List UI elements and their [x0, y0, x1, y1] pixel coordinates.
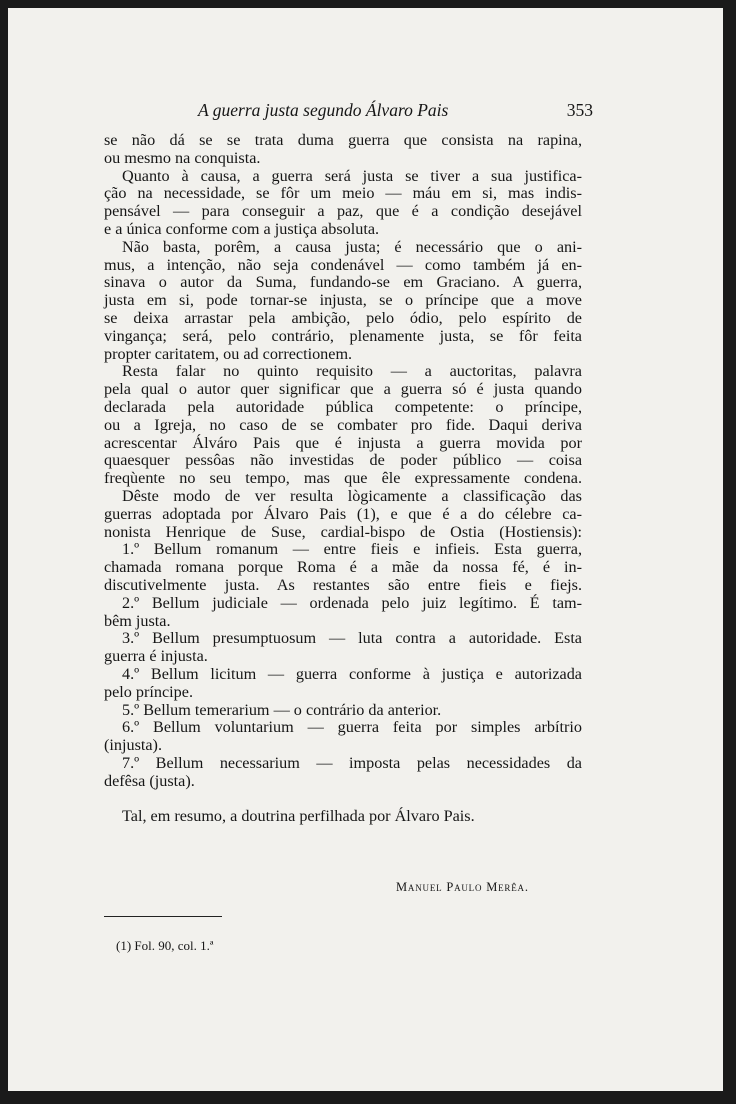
list-item-line: 4.º Bellum licitum — guerra conforme à justiça e autorizada — [122, 664, 582, 683]
text-line: guerra é injusta. — [104, 647, 208, 666]
text-line: justa em si, pode tornar-se injusta, se o príncipe que a move — [104, 291, 582, 310]
list-item-line: 6.º Bellum voluntarium — guerra feita por simples arbítrio — [122, 718, 582, 737]
text-line: vingança; será, pelo contrário, plenamente justa, se fôr feita — [104, 326, 582, 345]
footnote: (1) Fol. 90, col. 1.ª — [116, 938, 214, 953]
author-signature: Manuel Paulo Merêa. — [396, 880, 529, 894]
text-line: ou mesmo na conquista. — [104, 148, 261, 167]
text-line: sinava o autor da Suma, fundando-se em Graciano. A guerra, — [104, 273, 582, 292]
text-line: pela qual o autor quer significar que a guerra só é justa quando — [104, 380, 582, 399]
text-line: bêm justa. — [104, 611, 171, 630]
text-line: Resta falar no quinto requisito — a auctoritas, palavra — [122, 362, 582, 381]
text-line: chamada romana porque Roma é a mãe da nossa fé, é in- — [104, 558, 582, 577]
list-item-line: 5.º Bellum temerarium — o contrário da anterior. — [122, 700, 442, 719]
text-line: pensável — para conseguir a paz, que é a condição desejável — [104, 202, 582, 221]
text-line: defêsa (justa). — [104, 771, 195, 790]
text-line: discutivelmente justa. As restantes são entre fieis e fiejs. — [104, 575, 582, 594]
text-line: Quanto à causa, a guerra será justa se tiver a sua justifica- — [122, 166, 582, 185]
footnote-divider — [104, 916, 222, 917]
list-item-line: 3.º Bellum presumptuosum — luta contra a autoridade. Esta — [122, 629, 582, 648]
text-line: se deixa arrastar pela ambição, pelo ódio, pelo espírito de — [104, 308, 582, 327]
text-line: ção na necessidade, se fôr um meio — máu em si, mas indis- — [104, 184, 582, 203]
text-line: propter caritatem, ou ad correctionem. — [104, 344, 353, 363]
list-item-line: 1.º Bellum romanum — entre fieis e infieis. Esta guerra, — [122, 540, 582, 559]
text-line: quaesquer pessôas não investidas de poder público — coisa — [104, 451, 582, 470]
text-line: freqùente no seu tempo, mas que êle expressamente condena. — [104, 469, 582, 488]
text-line: guerras adoptada por Álvaro Pais (1), e que é a do célebre ca- — [104, 504, 582, 523]
running-header — [198, 100, 593, 126]
text-line: acrescentar Álváro Pais que é injusta a guerra movida por — [104, 433, 582, 452]
list-item-line: 7.º Bellum necessarium — imposta pelas necessidades da — [122, 753, 582, 772]
list-item-line: 2.º Bellum judiciale — ordenada pelo juiz legítimo. É tam- — [122, 593, 582, 612]
text-line: declarada pela autoridade pública competente: o príncipe, — [104, 397, 582, 416]
book-page — [8, 8, 723, 1091]
text-line: e a única conforme com a justiça absoluta. — [104, 219, 380, 238]
text-line: nonista Henrique de Suse, cardial-bispo de Ostia (Hostiensis): — [104, 522, 582, 541]
text-line: Dêste modo de ver resulta lògicamente a classificação das — [122, 486, 582, 505]
page-number: 353 — [566, 100, 593, 120]
closing-sentence: Tal, em resumo, a doutrina perfilhada por Álvaro Pais. — [122, 807, 475, 826]
main-text — [104, 132, 582, 826]
running-title: A guerra justa segundo Álvaro Pais — [198, 100, 449, 120]
text-line: ou a Igreja, no caso de se combater pro fide. Daqui deriva — [104, 415, 582, 434]
text-line: se não dá se se trata duma guerra que consista na rapina, — [104, 131, 582, 149]
text-line: pelo príncipe. — [104, 682, 193, 701]
text-line: Não basta, porêm, a causa justa; é necessário que o ani- — [122, 237, 582, 256]
text-line: (injusta). — [104, 736, 162, 755]
text-line: mus, a intenção, não seja condenável — como também já en- — [104, 255, 582, 274]
